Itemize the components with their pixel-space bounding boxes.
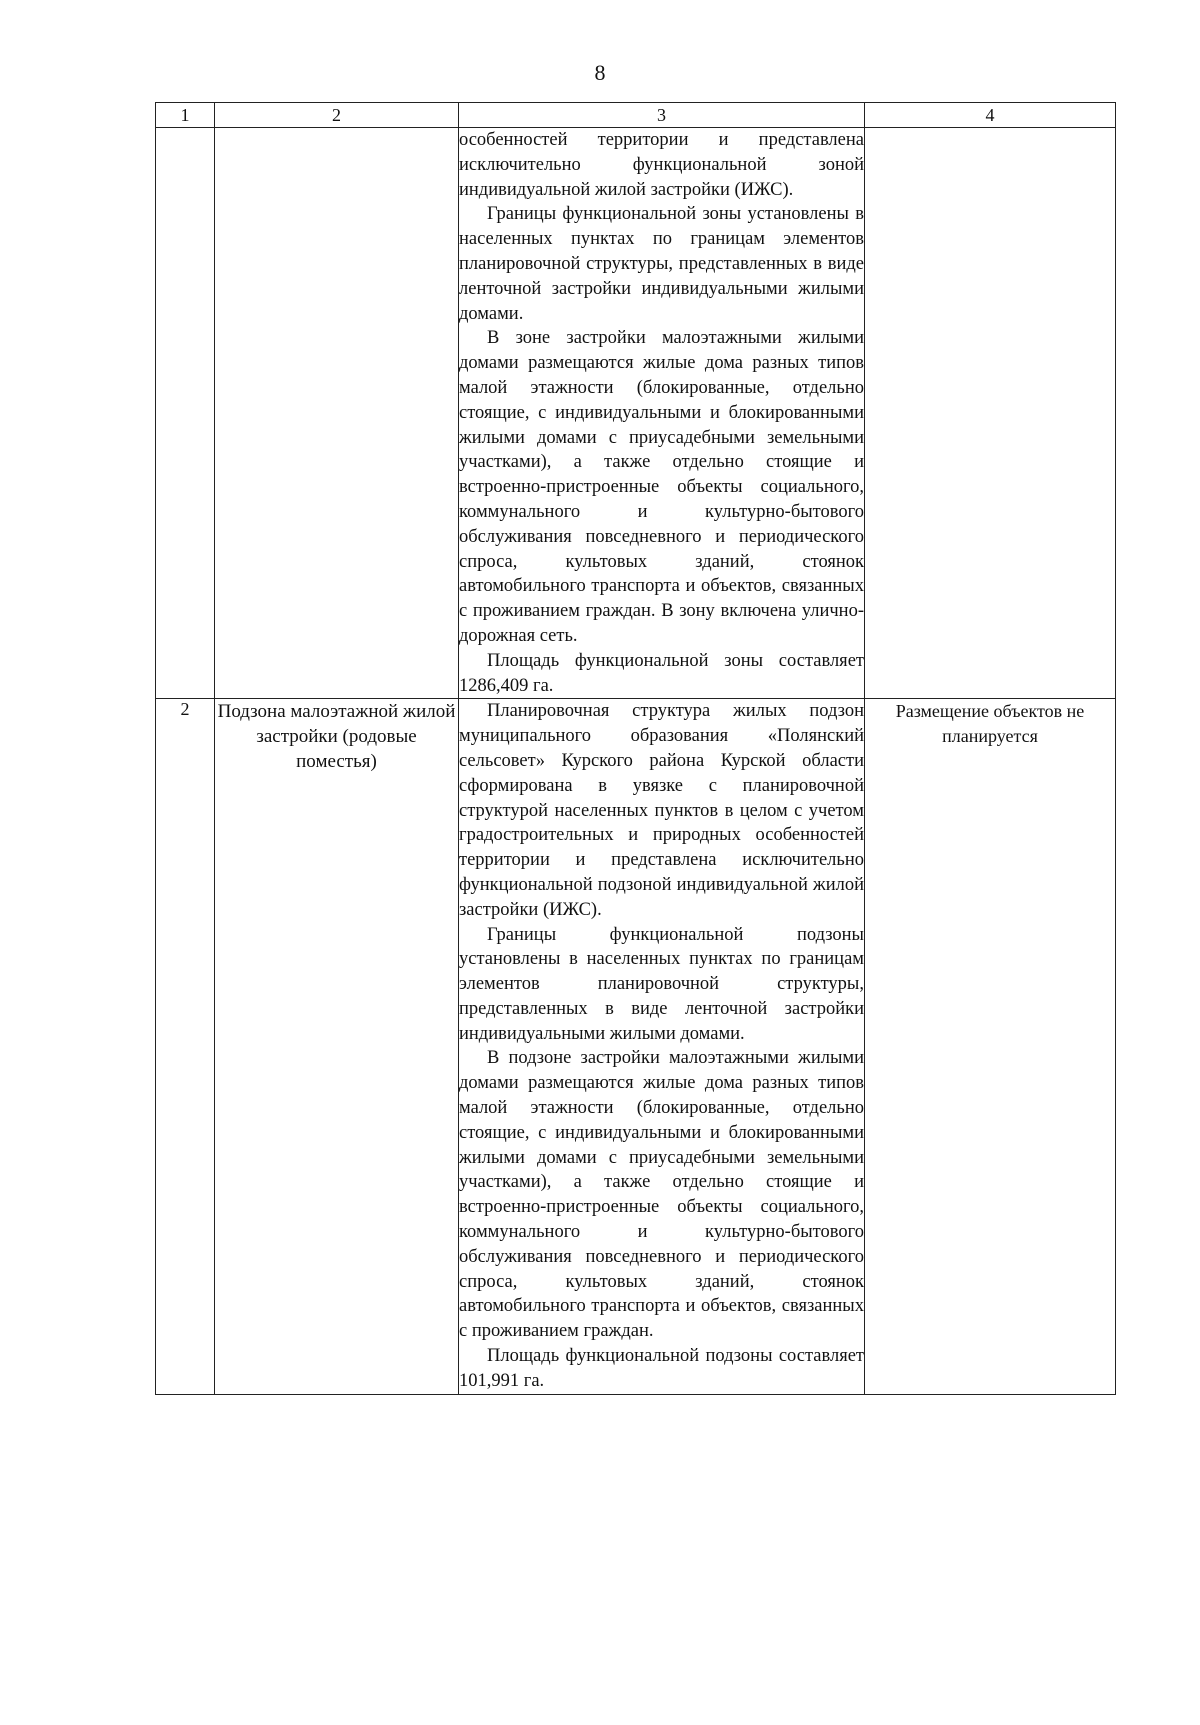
row-number-cell: 2	[156, 699, 215, 1394]
description-paragraph: особенностей территории и представлена исключительно функциональной зоной индивидуальной жилой застройки (ИЖС).	[459, 130, 864, 200]
description-paragraph: В зоне застройки малоэтажными жилыми домами размещаются жилые дома разных типов малой этажности (блокированные, отдельно стоящие, с индивидуальными и блокированными жилыми домами с приусадебными земельными участками), а также отдельно стоящие и встроенно-пристроенные объекты социального, коммунального и культурно-бытового обслуживания повседневного и периодического спроса, культовых зданий, стоянок автомобильного транспорта и объектов, связанных с проживанием граждан. В зону включена улично-дорожная сеть.	[459, 328, 864, 646]
planned-objects-cell	[865, 128, 1116, 699]
planned-objects-cell: Размещение объектов не планируется	[865, 699, 1116, 1394]
page-number: 8	[594, 60, 606, 85]
table-header-row	[156, 103, 1116, 128]
zone-name-cell: Подзона малоэтажной жилой застройки (родовые поместья)	[215, 699, 459, 1394]
description-paragraph: Границы функциональной зоны установлены в населенных пунктах по границам элементов планировочной структуры, представленных в виде ленточной застройки индивидуальными жилыми домами.	[459, 204, 864, 324]
description-paragraph: Планировочная структура жилых подзон муниципального образования «Полянский сельсовет» Курского района Курской области сформирована в увязке с планировочной структурой населенных пунктов в целом с учетом градостроительных и природных особенностей территории и представлена исключительно функциональной подзоной индивидуальной жилой застройки (ИЖС).	[459, 701, 864, 920]
description-paragraph: Площадь функциональной зоны составляет 1286,409 га.	[459, 650, 864, 696]
row-number-cell	[156, 128, 215, 699]
description-paragraph: В подзоне застройки малоэтажными жилыми домами размещаются жилые дома разных типов малой этажности (блокированные, отдельно стоящие, с индивидуальными и блокированными жилыми домами с приусадебными земельными участками), а также отдельно стоящие и встроенно-пристроенные объекты социального, коммунального и культурно-бытового обслуживания повседневного и периодического спроса, культовых зданий, стоянок автомобильного транспорта и объектов, связанных с проживанием граждан.	[459, 1048, 864, 1342]
zone-description-cell	[459, 128, 865, 699]
description-paragraph: Границы функциональной подзоны установлены в населенных пунктах по границам элементов планировочной структуры, представленных в виде ленточной застройки индивидуальными жилыми домами.	[459, 924, 864, 1044]
header-col-4: 4	[865, 103, 1116, 128]
table-row	[156, 128, 1116, 699]
description-paragraph: Площадь функциональной подзоны составляет 101,991 га.	[459, 1346, 864, 1391]
zone-name-cell	[215, 128, 459, 699]
header-col-3: 3	[459, 103, 865, 128]
table-row	[156, 699, 1116, 1394]
zone-description-cell	[459, 699, 865, 1394]
header-col-2: 2	[215, 103, 459, 128]
header-col-1: 1	[156, 103, 215, 128]
zones-table	[155, 102, 1116, 1395]
